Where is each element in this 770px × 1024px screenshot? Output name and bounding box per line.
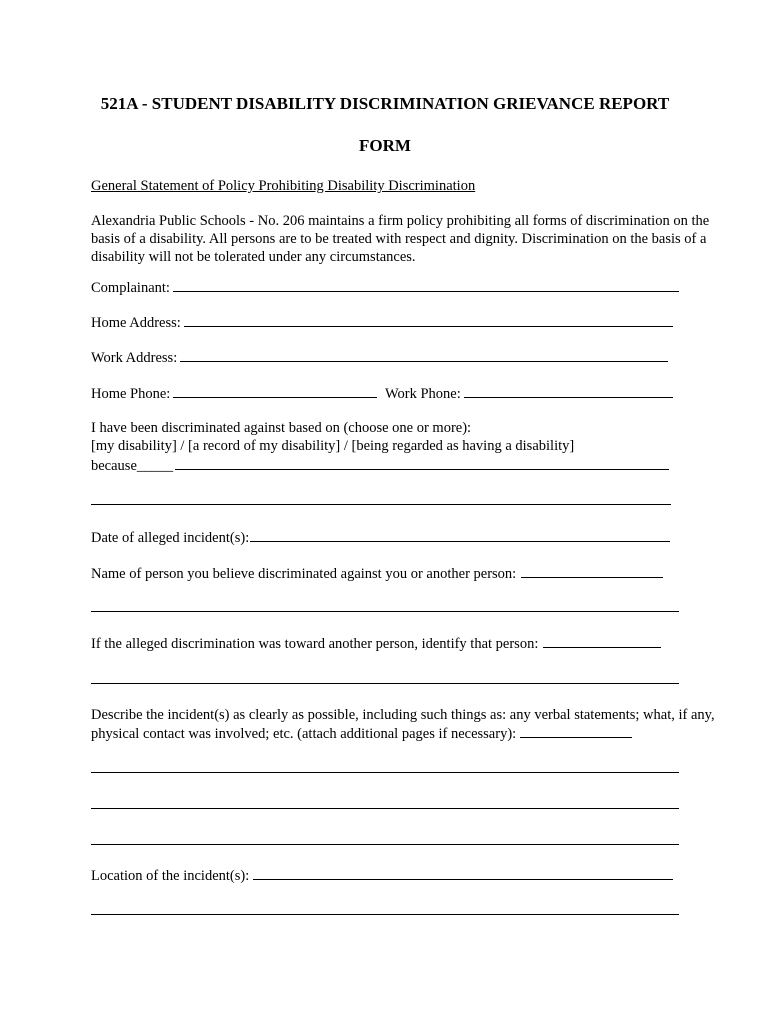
describe-line-1[interactable]: [91, 772, 679, 773]
date-label: Date of alleged incident(s):: [91, 530, 250, 546]
date-field[interactable]: [250, 528, 670, 542]
describe-label: Describe the incident(s) as clearly as possible, including such things as: any verbal statements; what, if any, physical contact was involved; etc. (attach additional pages if necessary):: [91, 707, 715, 742]
policy-statement: Alexandria Public Schools - No. 206 maintains a firm policy prohibiting all forms of discrimination on the basis of a disability. All persons are to be treated with respect and dignity. Discrimination on the basis of a disability will not be tolerated under any circumstances.: [91, 213, 710, 265]
home-address-label: Home Address:: [91, 315, 181, 331]
complainant-label: Complainant:: [91, 280, 170, 296]
phone-row: [91, 384, 673, 403]
other-person-continuation-line[interactable]: [91, 683, 679, 684]
location-continuation-line[interactable]: [91, 914, 679, 915]
location-label: Location of the incident(s):: [91, 868, 250, 884]
work-phone-label: Work Phone:: [384, 386, 461, 402]
work-address-row: [91, 348, 668, 367]
form-title-line2: FORM: [359, 136, 411, 155]
home-address-row: [91, 313, 673, 332]
location-row: [91, 866, 673, 885]
describe-line-3[interactable]: [91, 844, 679, 845]
other-person-field[interactable]: [543, 634, 661, 648]
work-address-field[interactable]: [180, 348, 668, 362]
describe-field[interactable]: [520, 724, 632, 738]
form-title-line1: 521A - STUDENT DISABILITY DISCRIMINATION GRIEVANCE REPORT: [100, 94, 670, 113]
person-name-label: Name of person you believe discriminated against you or another person:: [91, 566, 517, 582]
describe-line-2[interactable]: [91, 808, 679, 809]
other-person-label: If the alleged discrimination was toward another person, identify that person:: [91, 636, 539, 652]
discrimination-basis-options[interactable]: [my disability] / [a record of my disability] / [being regarded as having a disability]: [91, 438, 575, 454]
date-row: [91, 528, 670, 547]
work-address-label: Work Address:: [91, 350, 178, 366]
complainant-field[interactable]: [173, 278, 679, 292]
other-person-row: [91, 634, 661, 653]
because-field[interactable]: [175, 456, 669, 470]
work-phone-field[interactable]: [464, 384, 673, 398]
describe-row: [91, 706, 725, 743]
because-continuation-line[interactable]: [91, 504, 671, 505]
complainant-row: [91, 278, 679, 297]
discrimination-basis-intro: I have been discriminated against based on (choose one or more):: [91, 420, 472, 436]
person-name-continuation-line[interactable]: [91, 611, 679, 612]
location-field[interactable]: [253, 866, 673, 880]
home-address-field[interactable]: [184, 313, 673, 327]
because-row: [91, 456, 669, 475]
home-phone-label: Home Phone:: [91, 386, 171, 402]
policy-heading: General Statement of Policy Prohibiting Disability Discrimination: [91, 178, 476, 194]
because-label: because_____: [91, 458, 174, 474]
person-name-field[interactable]: [521, 564, 663, 578]
home-phone-field[interactable]: [173, 384, 377, 398]
person-name-row: [91, 564, 663, 583]
